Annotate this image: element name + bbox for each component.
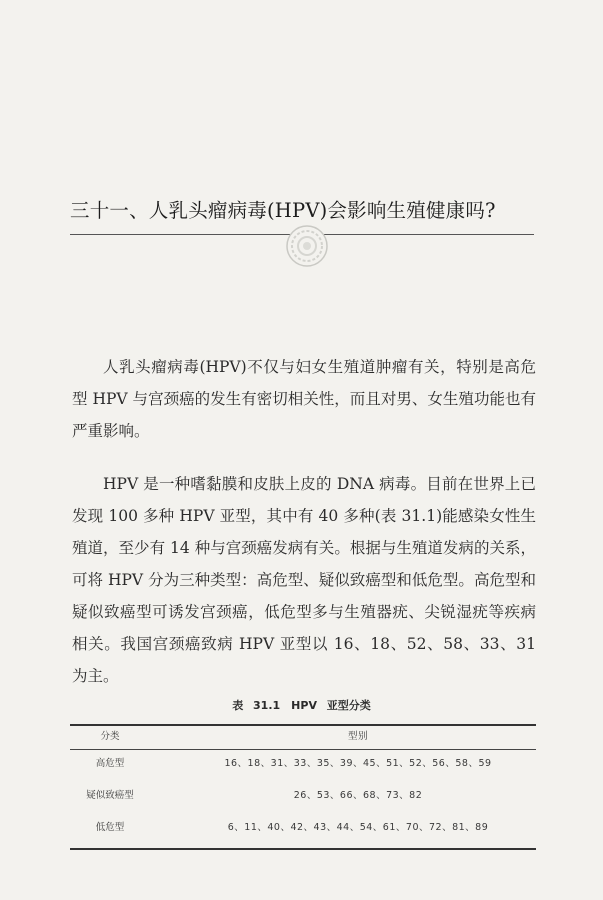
row-category: 低危型 <box>95 822 125 833</box>
chapter-title: 三十一、人乳头瘤病毒(HPV)会影响生殖健康吗? <box>70 199 496 222</box>
header-types: 型别 <box>347 731 368 742</box>
table-row <box>70 786 536 806</box>
table-caption: 表 31.1 HPV 亚型分类 <box>232 699 371 712</box>
paragraph-1: 人乳头瘤病毒(HPV)不仅与妇女生殖道肿瘤有关，特别是高危型 HPV 与宫颈癌的发生有密切相关性，而且对男、女生殖功能也有严重影响。 <box>72 358 536 440</box>
row-types: 26、53、66、68、73、82 <box>293 790 423 801</box>
table-header-row <box>70 727 536 747</box>
table-row <box>70 818 536 838</box>
header-category: 分类 <box>100 731 120 742</box>
row-category: 疑似致癌型 <box>86 790 134 801</box>
row-types: 16、18、31、33、35、39、45、51、52、56、58、59 <box>224 758 492 769</box>
table-header-rule <box>70 749 536 750</box>
table-row <box>70 754 536 774</box>
row-types: 6、11、40、42、43、44、54、61、70、72、81、89 <box>227 822 489 833</box>
row-category: 高危型 <box>95 758 125 769</box>
paragraph-2: HPV 是一种嗜黏膜和皮肤上皮的 DNA 病毒。目前在世界上已发现 100 多种 HPV 亚型，其中有 40 多种(表 31.1)能感染女性生殖道，至少有 14 种与宫颈癌发病有关。根据与生殖道发病的关系，可将 HPV 分为三种类型：高危型、疑似致癌型和低危型。高危型和疑似致癌型可诱发宫颈癌，低危型多与生殖器疣、尖锐湿疣等疾病相关。我国宫颈癌致病 HPV 亚型以 16、18、52、58、33、31 为主。 <box>72 475 536 685</box>
table-top-rule <box>70 724 536 726</box>
cloud-ornament-icon <box>284 223 330 269</box>
table-bottom-rule <box>70 848 536 850</box>
